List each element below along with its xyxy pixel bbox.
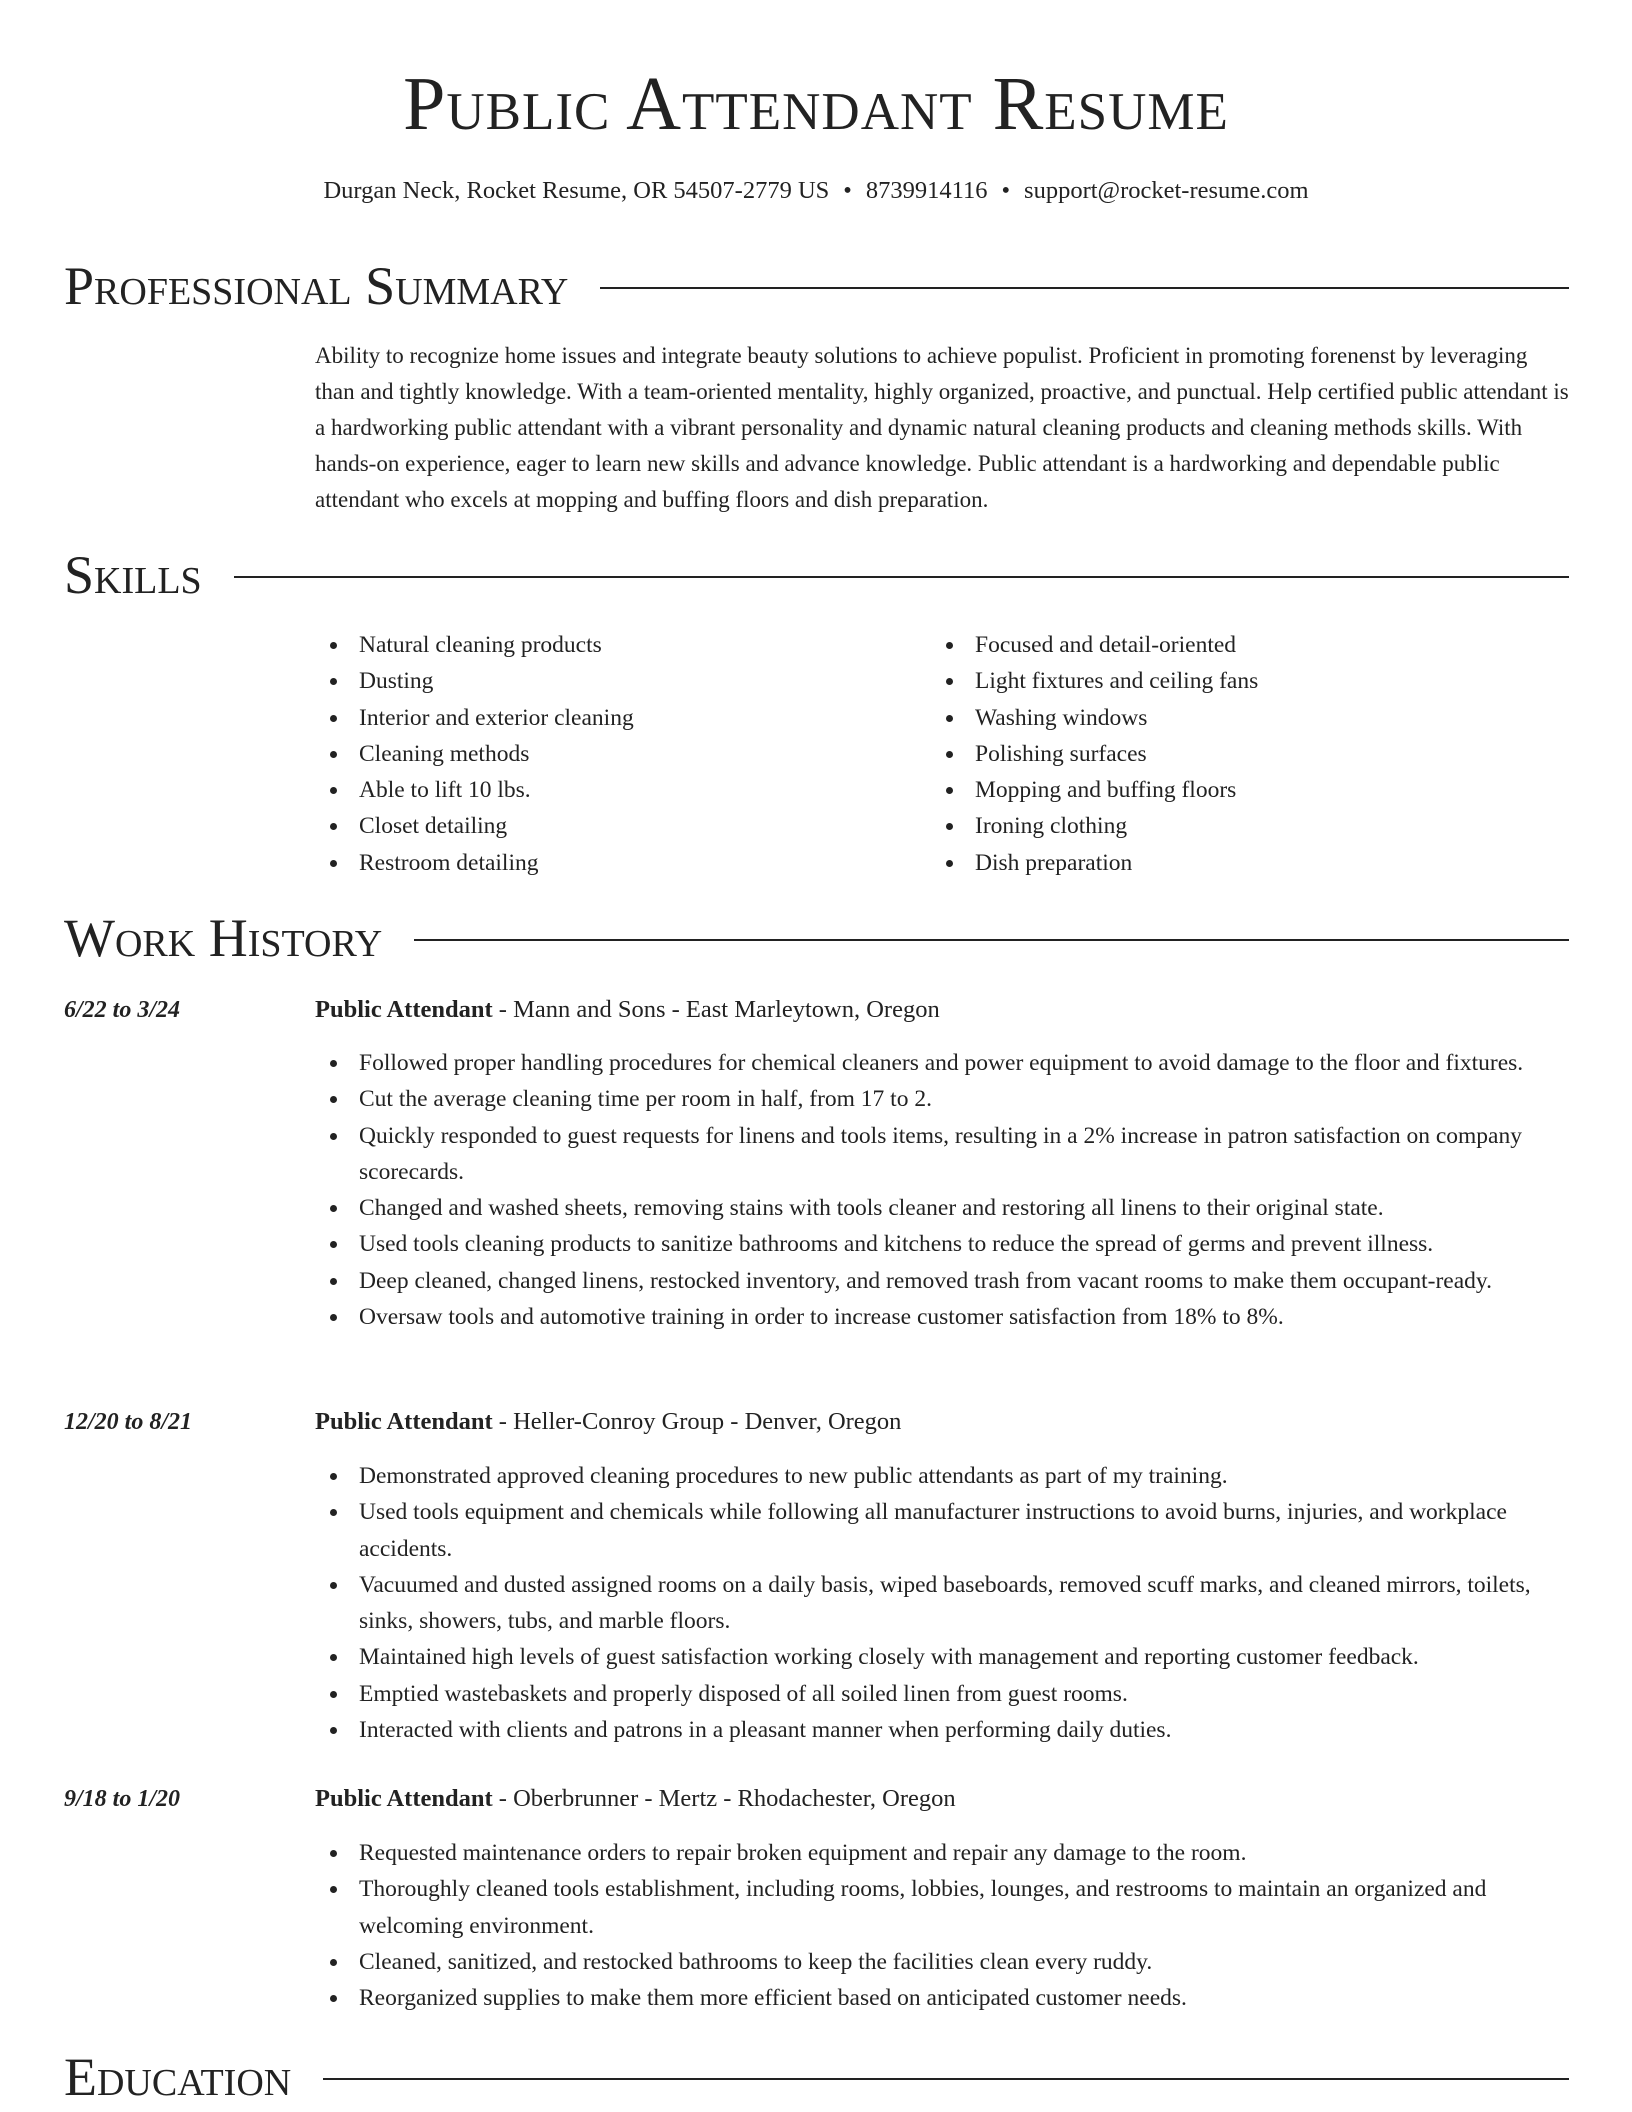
job-duty: Followed proper handling procedures for chemical cleaners and power equipment to avoid damage to the floor and fixtures. xyxy=(315,1045,1575,1081)
skill-item: Able to lift 10 lbs. xyxy=(315,772,915,808)
job-employer: - Oberbrunner - Mertz - Rhodachester, Oregon xyxy=(492,1785,956,1812)
section-header-summary xyxy=(64,254,1569,318)
job-title: Public Attendant xyxy=(315,1408,493,1435)
skill-item: Dusting xyxy=(315,663,915,699)
job-employer: - Mann and Sons - East Marleytown, Oregon xyxy=(492,996,940,1023)
job-duty: Used tools cleaning products to sanitize bathrooms and kitchens to reduce the spread of germs and prevent illness. xyxy=(315,1226,1575,1262)
skill-item: Cleaning methods xyxy=(315,736,915,772)
section-header-education xyxy=(64,2045,1569,2109)
skill-item: Light fixtures and ceiling fans xyxy=(931,663,1551,699)
summary-text: Ability to recognize home issues and integrate beauty solutions to achieve populist. Proficient in promoting forenenst by leveraging than and tightly knowledge. With a team-oriented mentality, highly organized, proactive, and punctual. Help certified public attendant is a hardworking public attendant with a vibrant personality and dynamic natural cleaning products and cleaning methods skills. With hands-on experience, eager to learn new skills and advance knowledge. Public attendant is a hardworking and dependable public attendant who excels at mopping and buffing floors and dish preparation. xyxy=(315,343,1569,512)
job-heading xyxy=(315,992,940,1028)
contact-line xyxy=(0,174,1632,208)
skills-list-right xyxy=(931,627,1551,881)
job-dates: 9/18 to 1/20 xyxy=(64,1786,181,1812)
section-title-skills: Skills xyxy=(64,545,202,605)
job-duties-list xyxy=(315,1045,1575,1335)
skill-item: Ironing clothing xyxy=(931,808,1551,844)
contact-separator: • xyxy=(1001,177,1011,204)
skill-item: Restroom detailing xyxy=(315,845,915,881)
job-duty: Deep cleaned, changed linens, restocked inventory, and removed trash from vacant rooms to make them occupant-ready. xyxy=(315,1263,1575,1299)
job-duties-list xyxy=(315,1835,1575,2016)
section-divider xyxy=(234,576,1569,578)
section-title-summary: Professional Summary xyxy=(64,256,569,316)
skill-item: Polishing surfaces xyxy=(931,736,1551,772)
skill-item: Washing windows xyxy=(931,700,1551,736)
section-title-work-history: Work History xyxy=(64,908,383,968)
job-duty: Used tools equipment and chemicals while following all manufacturer instructions to avoid burns, injuries, and workplace accidents. xyxy=(315,1494,1575,1567)
skill-item: Natural cleaning products xyxy=(315,627,915,663)
skill-item: Mopping and buffing floors xyxy=(931,772,1551,808)
job-duty: Demonstrated approved cleaning procedures to new public attendants as part of my training. xyxy=(315,1458,1575,1494)
job-duty: Emptied wastebaskets and properly disposed of all soiled linen from guest rooms. xyxy=(315,1676,1575,1712)
skill-item: Closet detailing xyxy=(315,808,915,844)
section-title-education: Education xyxy=(64,2047,292,2107)
contact-address: Durgan Neck, Rocket Resume, OR 54507-2779 US xyxy=(323,177,830,204)
job-duty: Vacuumed and dusted assigned rooms on a daily basis, wiped baseboards, removed scuff marks, and cleaned mirrors, toilets, sinks, showers, tubs, and marble floors. xyxy=(315,1567,1575,1640)
section-header-work-history xyxy=(64,906,1569,970)
job-duties-list xyxy=(315,1458,1575,1748)
job-duty: Cleaned, sanitized, and restocked bathrooms to keep the facilities clean every ruddy. xyxy=(315,1944,1575,1980)
job-duty: Thoroughly cleaned tools establishment, including rooms, lobbies, lounges, and restrooms to maintain an organized and welcoming environment. xyxy=(315,1871,1575,1944)
job-dates: 6/22 to 3/24 xyxy=(64,997,181,1023)
job-dates: 12/20 to 8/21 xyxy=(64,1409,193,1435)
skills-list-left xyxy=(315,627,915,881)
job-employer: - Heller-Conroy Group - Denver, Oregon xyxy=(492,1408,902,1435)
contact-phone: 8739914116 xyxy=(865,177,988,204)
contact-separator: • xyxy=(843,177,852,204)
job-duty: Quickly responded to guest requests for linens and tools items, resulting in a 2% increase in patron satisfaction on company scorecards. xyxy=(315,1118,1575,1191)
section-divider xyxy=(323,2078,1569,2080)
job-duty: Cut the average cleaning time per room in half, from 17 to 2. xyxy=(315,1081,1575,1117)
job-title: Public Attendant xyxy=(315,1785,493,1812)
skill-item: Focused and detail-oriented xyxy=(931,627,1551,663)
skill-item: Interior and exterior cleaning xyxy=(315,700,915,736)
job-duty: Requested maintenance orders to repair broken equipment and repair any damage to the room. xyxy=(315,1835,1575,1871)
job-duty: Maintained high levels of guest satisfaction working closely with management and reporting customer feedback. xyxy=(315,1639,1575,1675)
resume-title: Public Attendant Resume xyxy=(403,62,1229,146)
job-heading xyxy=(315,1404,901,1440)
job-duty: Oversaw tools and automotive training in order to increase customer satisfaction from 18% to 8%. xyxy=(315,1299,1575,1335)
job-duty: Reorganized supplies to make them more efficient based on anticipated customer needs. xyxy=(315,1980,1575,2016)
section-divider xyxy=(414,939,1569,941)
job-duty: Changed and washed sheets, removing stains with tools cleaner and restoring all linens to their original state. xyxy=(315,1190,1575,1226)
job-title: Public Attendant xyxy=(315,996,493,1023)
section-divider xyxy=(600,287,1569,289)
contact-email: support@rocket-resume.com xyxy=(1024,177,1309,204)
skill-item: Dish preparation xyxy=(931,845,1551,881)
job-duty: Interacted with clients and patrons in a pleasant manner when performing daily duties. xyxy=(315,1712,1575,1748)
section-header-skills xyxy=(64,543,1569,607)
job-heading xyxy=(315,1781,956,1817)
